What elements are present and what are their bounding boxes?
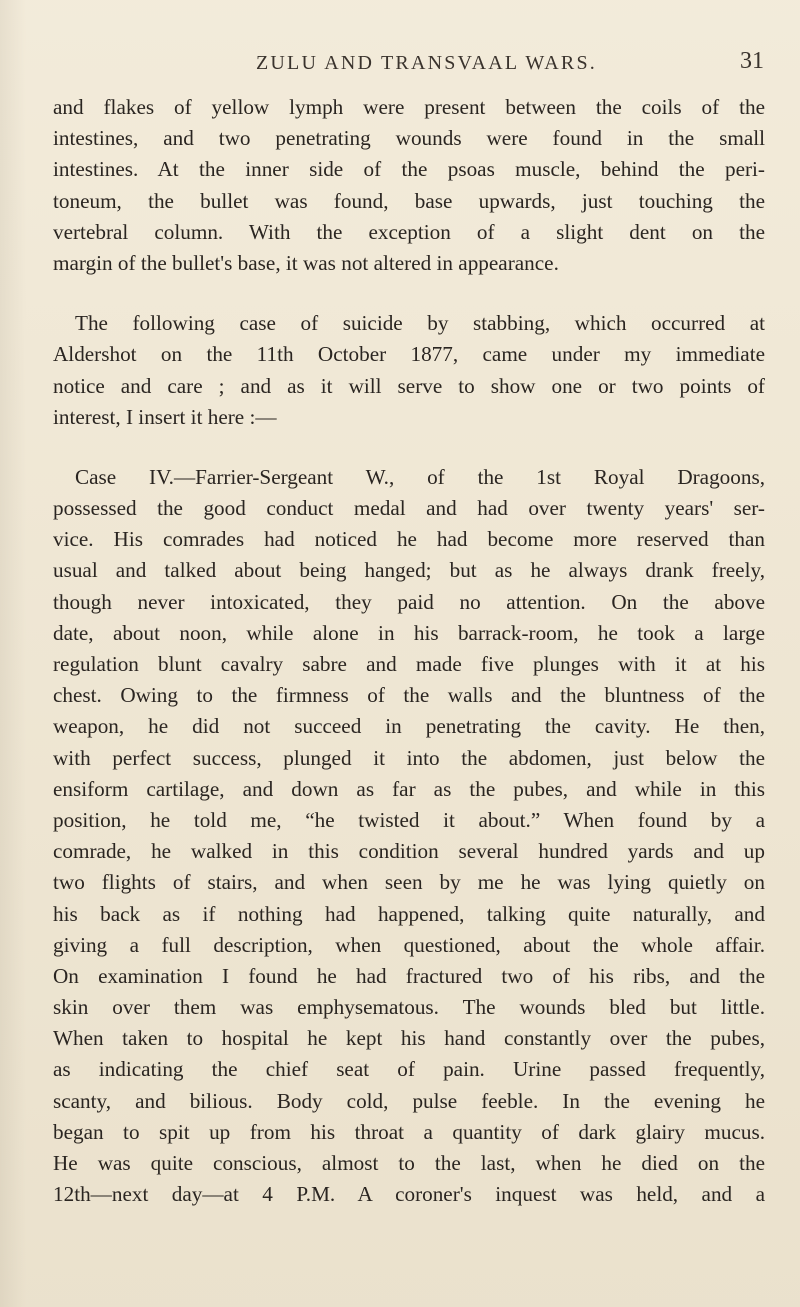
text-line: as indicating the chief seat of pain. Urine passed frequently,	[53, 1057, 765, 1082]
text-line: ensiform cartilage, and down as far as the pubes, and while in this	[53, 776, 765, 801]
text-line: comrade, he walked in this condition several hundred yards and up	[53, 839, 765, 864]
text-line: intestines. At the inner side of the psoas muscle, behind the peri-	[53, 157, 765, 182]
text-line: margin of the bullet's base, it was not altered in appearance.	[53, 250, 559, 275]
text-line: and flakes of yellow lymph were present between the coils of the	[53, 95, 765, 119]
text-line: with perfect success, plunged it into the abdomen, just below the	[53, 745, 765, 770]
paragraph-gap	[53, 433, 765, 462]
text-line: When taken to hospital he kept his hand constantly over the pubes,	[53, 1026, 765, 1051]
text-line: possessed the good conduct medal and had over twenty years' ser-	[53, 496, 765, 521]
text-line: scanty, and bilious. Body cold, pulse feeble. In the evening he	[53, 1088, 765, 1113]
text-line: giving a full description, when questioned, about the whole affair.	[53, 932, 765, 957]
text-line: toneum, the bullet was found, base upwards, just touching the	[53, 188, 765, 213]
paragraph-continuation	[53, 92, 765, 279]
text-line: position, he told me, “he twisted it about.” When found by a	[53, 807, 765, 832]
text-line: chest. Owing to the firmness of the walls and the bluntness of the	[53, 683, 765, 708]
running-head: ZULU AND TRANSVAAL WARS.	[256, 52, 597, 74]
page-header	[0, 48, 800, 78]
text-line: date, about noon, while alone in his barrack-room, he took a large	[53, 620, 765, 645]
text-line: though never intoxicated, they paid no attention. On the above	[53, 589, 765, 614]
paragraph-gap	[53, 279, 765, 308]
text-line: usual and talked about being hanged; but as he always drank freely,	[53, 558, 765, 583]
text-line: two flights of stairs, and when seen by me he was lying quietly on	[53, 870, 765, 895]
text-line: On examination I found he had fractured two of his ribs, and the	[53, 963, 765, 988]
text-line: vertebral column. With the exception of a slight dent on the	[53, 219, 765, 244]
text-line: vice. His comrades had noticed he had become more reserved than	[53, 527, 765, 552]
text-line: Aldershot on the 11th October 1877, came under my immediate	[53, 342, 765, 367]
text-line: The following case of suicide by stabbing, which occurred at	[75, 311, 765, 336]
text-line: interest, I insert it here :—	[53, 404, 277, 429]
text-line: intestines, and two penetrating wounds were found in the small	[53, 126, 765, 151]
text-line: weapon, he did not succeed in penetrating the cavity. He then,	[53, 714, 765, 739]
text-line: began to spit up from his throat a quantity of dark glairy mucus.	[53, 1119, 765, 1144]
text-line: He was quite conscious, almost to the last, when he died on the	[53, 1151, 765, 1175]
text-line: 12th—next day—at 4 P.M. A coroner's inquest was held, and a	[53, 1182, 765, 1207]
page-number: 31	[740, 48, 764, 74]
body-text	[53, 92, 765, 1210]
text-line: his back as if nothing had happened, talking quite naturally, and	[53, 901, 765, 926]
text-line: skin over them was emphysematous. The wounds bled but little.	[53, 995, 765, 1020]
text-line: notice and care ; and as it will serve to show one or two points of	[53, 373, 765, 398]
text-line: regulation blunt cavalry sabre and made five plunges with it at his	[53, 652, 765, 676]
paragraph-case-iv	[53, 462, 765, 1211]
case-heading-line: Case IV.—Farrier-Sergeant W., of the 1st Royal Dragoons,	[75, 464, 765, 489]
paragraph-suicide-intro	[53, 308, 765, 433]
